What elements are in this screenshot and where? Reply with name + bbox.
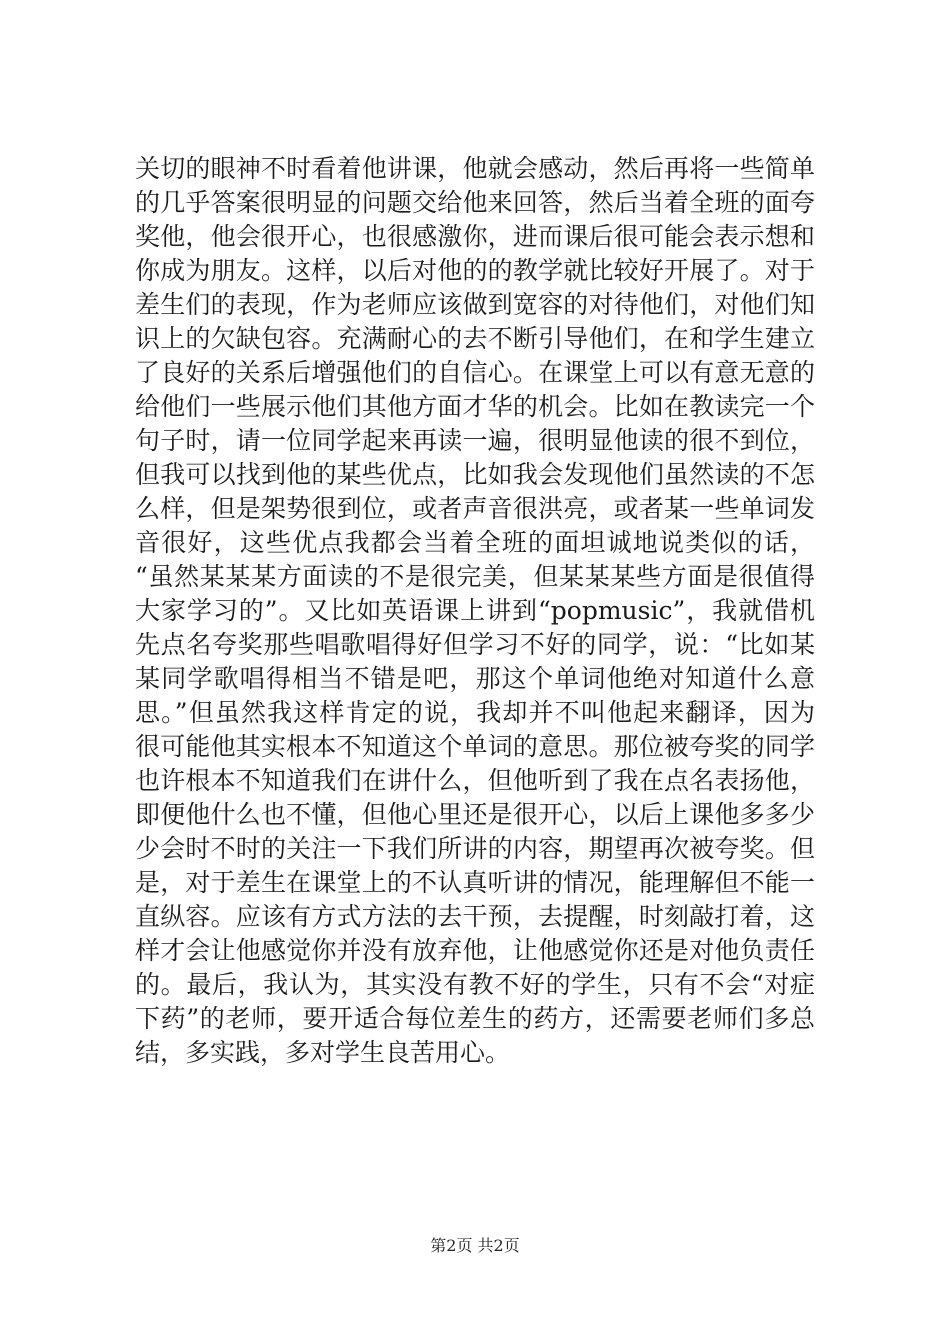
text-line: 给他们一些展示他们其他方面才华的机会。比如在教读完一个 — [135, 392, 815, 421]
text-line: 很可能他其实根本不知道这个单词的意思。那位被夸奖的同学 — [135, 732, 815, 761]
text-line: 你成为朋友。这样，以后对他的的教学就比较好开展了。对于 — [135, 256, 815, 285]
page-number: 第2页 共2页 — [430, 1236, 520, 1255]
text-line: 关切的眼神不时看着他讲课，他就会感动，然后再将一些简单 — [135, 154, 815, 183]
text-line: 思。”但虽然我这样肯定的说，我却并不叫他起来翻译，因为 — [135, 698, 815, 727]
text-line: 大家学习的”。又比如英语课上讲到“popmusic”，我就借机 — [135, 596, 815, 625]
text-line: 某同学歌唱得相当不错是吧，那这个单词他绝对知道什么意 — [135, 664, 815, 693]
text-line: 但我可以找到他的某些优点，比如我会发现他们虽然读的不怎 — [135, 460, 815, 489]
text-line: 少会时不时的关注一下我们所讲的内容，期望再次被夸奖。但 — [135, 834, 815, 863]
text-line: 先点名夸奖那些唱歌唱得好但学习不好的同学，说：“比如某 — [135, 630, 815, 659]
text-line: 奖他，他会很开心，也很感激你，进而课后很可能会表示想和 — [135, 222, 815, 251]
text-line: 下药”的老师，要开适合每位差生的药方，还需要老师们多总 — [135, 1004, 815, 1033]
text-line: 识上的欠缺包容。充满耐心的去不断引导他们，在和学生建立 — [135, 324, 815, 353]
text-line: 即便他什么也不懂，但他心里还是很开心，以后上课他多多少 — [135, 800, 815, 829]
text-line: 也许根本不知道我们在讲什么，但他听到了我在点名表扬他， — [135, 766, 815, 795]
text-line: 句子时，请一位同学起来再读一遍，很明显他读的很不到位， — [135, 426, 815, 455]
text-line: 结，多实践，多对学生良苦用心。 — [135, 1038, 511, 1067]
text-line: 样才会让他感觉你并没有放弃他，让他感觉你还是对他负责任 — [135, 936, 815, 965]
text-line: 的几乎答案很明显的问题交给他来回答，然后当着全班的面夸 — [135, 188, 815, 217]
text-line: 音很好，这些优点我都会当着全班的面坦诚地说类似的话， — [135, 528, 815, 557]
text-line: “虽然某某某方面读的不是很完美，但某某某些方面是很值得 — [135, 562, 815, 591]
text-line: 差生们的表现，作为老师应该做到宽容的对待他们，对他们知 — [135, 290, 815, 319]
page-footer — [0, 1236, 950, 1256]
text-line: 么样，但是架势很到位，或者声音很洪亮，或者某一些单词发 — [135, 494, 815, 523]
text-line: 的。最后，我认为，其实没有教不好的学生，只有不会“对症 — [135, 970, 815, 999]
text-line: 是，对于差生在课堂上的不认真听讲的情况，能理解但不能一 — [135, 868, 815, 897]
text-line: 直纵容。应该有方式方法的去干预，去提醒，时刻敲打着，这 — [135, 902, 815, 931]
body-paragraph — [135, 152, 815, 1070]
text-line: 了良好的关系后增强他们的自信心。在课堂上可以有意无意的 — [135, 358, 815, 387]
